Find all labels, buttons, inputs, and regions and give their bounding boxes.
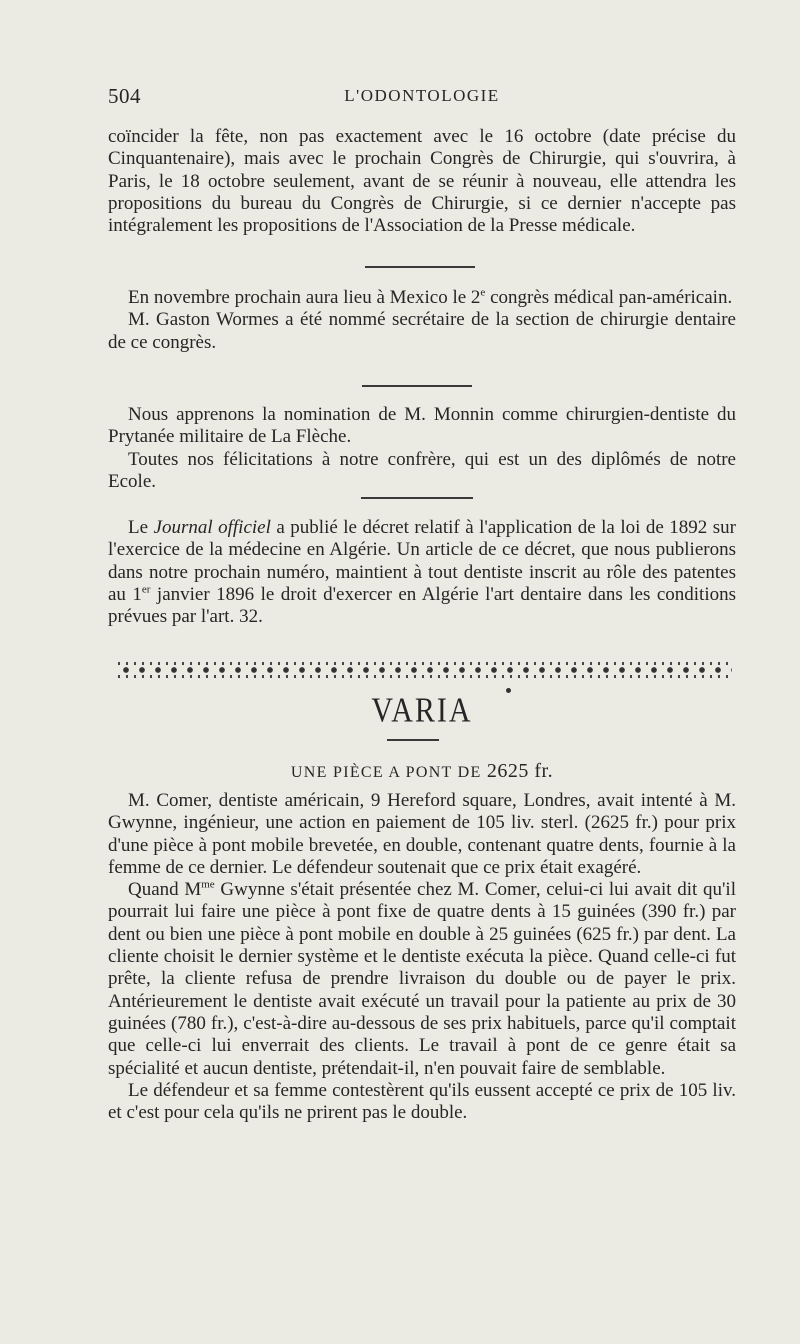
paragraph-defense: Le défendeur et sa femme contestèrent qu'ils eussent accepté ce prix de 105 liv. et c'est pour cela qu'ils ne prirent pas le double. [108, 1079, 736, 1124]
ornamental-band [118, 662, 732, 678]
section-divider [362, 385, 472, 387]
article-subheading: UNE PIÈCE A PONT DE 2625 fr. [290, 760, 554, 782]
paragraph-wormes: M. Gaston Wormes a été nommé secrétaire de la section de chirurgie dentaire de ce congrès. [108, 309, 736, 353]
paragraph-mexico: En novembre prochain aura lieu à Mexico le 2e congrès médical pan-américain. [128, 286, 733, 308]
section-divider [365, 266, 475, 268]
section-mexico [108, 287, 736, 354]
paragraph-monnin: Nous apprenons la nomination de M. Monnin comme chirurgien-dentiste du Prytanée militaire de La Flèche. [108, 404, 736, 448]
section-varia-article [108, 790, 736, 1124]
section-congress-date [108, 126, 736, 237]
varia-title: VARIA [371, 691, 473, 730]
section-decree [108, 517, 736, 628]
running-title: L'ODONTOLOGIE [344, 86, 500, 105]
page-header [108, 84, 736, 114]
paragraph-felicitations: Toutes nos félicitations à notre confrère, qui est un des diplômés de notre Ecole. [108, 448, 736, 492]
paragraph-congress: coïncider la fête, non pas exactement avec le 16 octobre (date précise du Cinquantenaire), mais avec le prochain Congrès de Chirurgie, qui s'ouvrira, à Paris, le 18 octobre seulement, avant de se réunir à nouveau, elle attendra les propositions du bureau du Congrès de Chirurgie, si ce dernier n'accepte pas intégralement les propositions de l'Association de la Presse médicale. [108, 126, 736, 237]
section-monnin [108, 404, 736, 493]
page-number: 504 [108, 84, 141, 108]
paragraph-gwynne: Quand $M^{me}$ Gwynne s'était présentée chez M. Comer, celui-ci lui avait dit qu'il pourrait lui faire une pièce à pont fixe de quatre dents à 15 guinées (390 fr.) par dent ou bien une pièce à pont mobile en double à 25 guinées (625 fr.) par dent. La cliente choisit le dernier système et le dentiste exécuta la pièce. Quand celle-ci fut prête, la cliente refusa de prendre livraison du double ou de payer le prix. Antérieurement le dentiste avait exécuté un travail pour la patiente au prix de 30 guinées (780 fr.), c'est-à-dire au-dessous de ses prix habituels, parce qu'il comptait que celle-ci lui enverrait des clients. Le travail à pont de ce genre était sa spécialité et aucun dentiste, prétendait-il, n'en pouvait faire de semblable. [108, 878, 736, 1079]
section-divider [361, 497, 473, 499]
paragraph-decree: Le Journal officiel a publié le décret relatif à l'application de la loi de 1892 sur l'exercice de la médecine en Algérie. Un article de ce décret, que nous publierons dans notre prochain numéro, maintient à tout dentiste inscrit au rôle des patentes au 1er janvier 1896 le droit d'exercer en Algérie l'art dentaire dans les conditions prévues par l'art. 32. [108, 517, 736, 628]
paragraph-comer: M. Comer, dentiste américain, 9 Hereford square, Londres, avait intenté à M. Gwynne, ingénieur, une action en paiement de 105 liv. sterl. (2625 fr.) pour prix d'une pièce à pont mobile brevetée, en double, contenant quatre dents, fournie à la femme de ce dernier. Le défendeur soutenait que ce prix était exagéré. [108, 790, 736, 878]
title-underline [387, 739, 439, 741]
